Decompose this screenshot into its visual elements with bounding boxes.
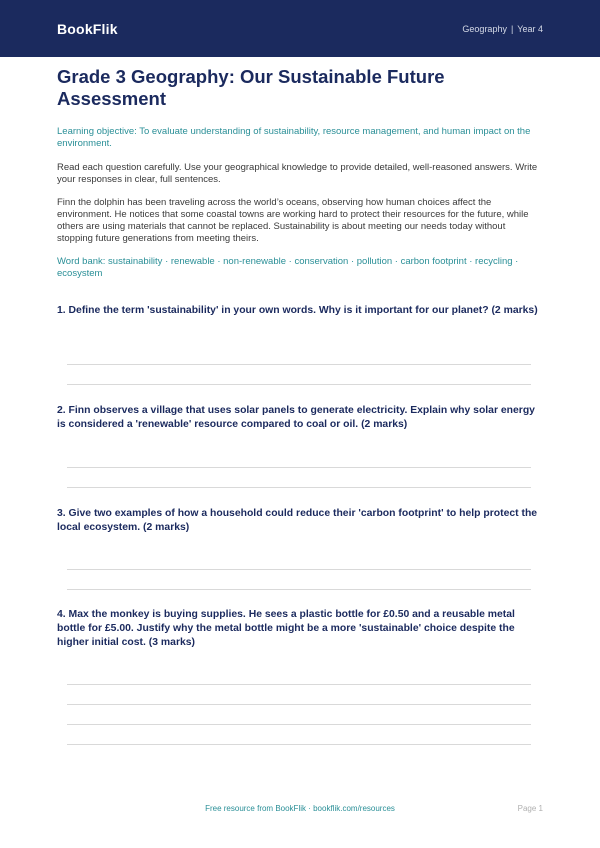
answer-line[interactable]	[67, 467, 531, 468]
answer-line[interactable]	[67, 589, 531, 590]
intro-section	[57, 66, 543, 280]
brand-logo-text: BookFlik	[57, 20, 118, 37]
answer-line[interactable]	[67, 569, 531, 570]
header-bar	[0, 0, 600, 57]
answer-line[interactable]	[67, 487, 531, 488]
story-paragraph: Finn the dolphin has been traveling across the world’s oceans, observing how human choices affect the environment. He notices that some coastal towns are working hard to protect their resources for the future, while others are using materials that cannot be replaced. Sustainability is about meeting our needs today without stopping future generations from meeting theirs.	[57, 197, 529, 244]
question-3	[57, 507, 543, 535]
page-footer	[0, 803, 600, 815]
answer-line[interactable]	[67, 744, 531, 745]
question-text: 1. Define the term 'sustainability' in your own words. Why is it important for our planet? (2 marks)	[57, 305, 538, 316]
question-text: 3. Give two examples of how a household could reduce their 'carbon footprint' to help protect the local ecosystem. (2 marks)	[57, 508, 538, 533]
learning-objective: Learning objective: To evaluate understanding of sustainability, resource management, and human impact on the environment.	[57, 126, 531, 149]
question-text: 2. Finn observes a village that uses solar panels to generate electricity. Explain why solar energy is considered a 'renewable' resource compared to coal or oil. (2 marks)	[57, 405, 535, 430]
word-bank: Word bank: sustainability · renewable · non-renewable · conservation · pollution · carbon footprint · recycling · ecosystem	[57, 256, 519, 279]
page-title: Grade 3 Geography: Our Sustainable Future Assessment	[57, 66, 445, 109]
question-1	[57, 304, 543, 318]
question-4	[57, 608, 543, 650]
question-2	[57, 404, 543, 432]
page-number: Page 1	[517, 804, 543, 813]
subject-year-label	[462, 24, 543, 34]
year-label: Year 4	[517, 23, 543, 34]
meta-separator: |	[510, 23, 514, 34]
question-text: 4. Max the monkey is buying supplies. He sees a plastic bottle for £0.50 and a reusable metal bottle for £5.00. Justify why the metal bottle might be a more 'sustainable' choice despite the higher initial cost. (3 marks)	[57, 609, 515, 648]
answer-line[interactable]	[67, 364, 531, 365]
answer-line[interactable]	[67, 384, 531, 385]
answer-line[interactable]	[67, 704, 531, 705]
instructions-paragraph: Read each question carefully. Use your geographical knowledge to provide detailed, well-reasoned answers. Write your responses in clear, full sentences.	[57, 162, 538, 185]
answer-line[interactable]	[67, 724, 531, 725]
subject-label: Geography	[462, 23, 507, 34]
footer-resource-link[interactable]: Free resource from BookFlik · bookflik.com/resources	[205, 804, 395, 813]
answer-line[interactable]	[67, 684, 531, 685]
